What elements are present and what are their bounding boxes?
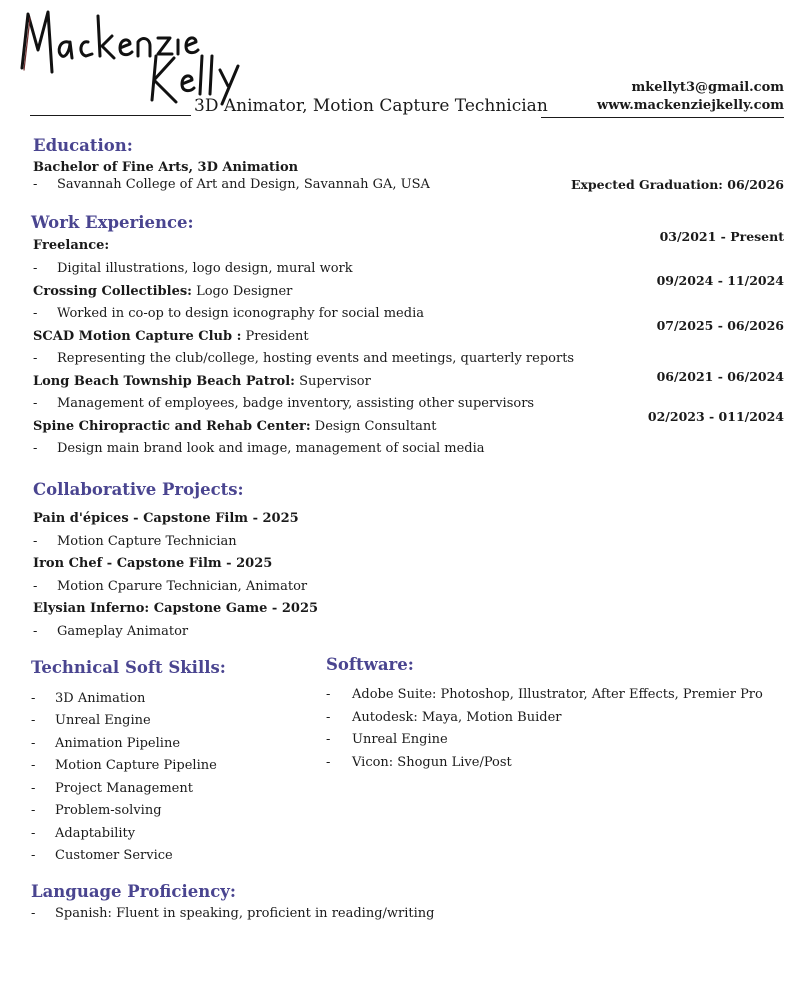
language-heading: Language Proficiency:: [31, 882, 236, 901]
job-dates: 03/2021 - Present: [659, 229, 784, 244]
project-title: Elysian Inferno: Capstone Game - 2025: [33, 601, 319, 616]
skill-item: - Unreal Engine: [31, 713, 151, 728]
job-dates: 09/2024 - 11/2024: [656, 273, 784, 288]
software-heading: Software:: [326, 655, 414, 674]
degree: Bachelor of Fine Arts, 3D Animation: [33, 160, 299, 175]
job-detail: - Design main brand look and image, management of social media: [33, 441, 485, 456]
project-role: - Motion Capture Technician: [33, 534, 237, 549]
job-detail: - Management of employees, badge inventory, assisting other supervisors: [33, 396, 535, 411]
project-title: Iron Chef - Capstone Film - 2025: [33, 556, 273, 571]
job-detail: - Representing the club/college, hosting events and meetings, quarterly reports: [33, 351, 575, 366]
skill-item: - Animation Pipeline: [31, 736, 181, 751]
job-title-line: Freelance:: [33, 238, 110, 253]
skill-item: - Customer Service: [31, 848, 173, 863]
job-dates: 06/2021 - 06/2024: [656, 369, 784, 384]
job-title-line: Long Beach Township Beach Patrol: Supervisor: [33, 374, 371, 389]
project-title: Pain d'épices - Capstone Film - 2025: [33, 511, 299, 526]
job-title-line: Crossing Collectibles: Logo Designer: [33, 284, 293, 299]
school: - Savannah College of Art and Design, Savannah GA, USA: [33, 177, 430, 192]
work-heading: Work Experience:: [31, 213, 194, 232]
job-dates: 07/2025 - 06/2026: [656, 318, 784, 333]
job-title: 3D Animator, Motion Capture Technician: [194, 96, 548, 116]
email: mkellyt3@gmail.com: [631, 80, 784, 95]
language-item: - Spanish: Fluent in speaking, proficient in reading/writing: [31, 906, 435, 921]
job-title-line: SCAD Motion Capture Club : President: [33, 329, 309, 344]
job-dates: 02/2023 - 011/2024: [647, 409, 784, 424]
skill-item: - Project Management: [31, 781, 193, 796]
job-detail: - Worked in co-op to design iconography for social media: [33, 306, 424, 321]
skill-item: - Problem-solving: [31, 803, 162, 818]
project-role: - Motion Cparure Technician, Animator: [33, 579, 308, 594]
website: www.mackenziejkelly.com: [597, 98, 784, 113]
header-rule-left: [30, 115, 191, 116]
job-title-line: Spine Chiropractic and Rehab Center: Design Consultant: [33, 419, 437, 434]
software-item: - Unreal Engine: [326, 732, 448, 747]
skill-item: - 3D Animation: [31, 691, 146, 706]
projects-heading: Collaborative Projects:: [33, 480, 244, 499]
software-item: - Autodesk: Maya, Motion Buider: [326, 710, 562, 725]
job-detail: - Digital illustrations, logo design, mural work: [33, 261, 353, 276]
skill-item: - Adaptability: [31, 826, 136, 841]
project-role: - Gameplay Animator: [33, 624, 189, 639]
skills-heading: Technical Soft Skills:: [31, 658, 226, 677]
name-signature: [16, 6, 246, 106]
graduation-date: Expected Graduation: 06/2026: [570, 177, 784, 192]
education-heading: Education:: [33, 136, 133, 155]
software-item: - Vicon: Shogun Live/Post: [326, 755, 512, 770]
skill-item: - Motion Capture Pipeline: [31, 758, 217, 773]
software-item: - Adobe Suite: Photoshop, Illustrator, After Effects, Premier Pro: [326, 687, 763, 702]
header-rule-right: [541, 117, 784, 118]
